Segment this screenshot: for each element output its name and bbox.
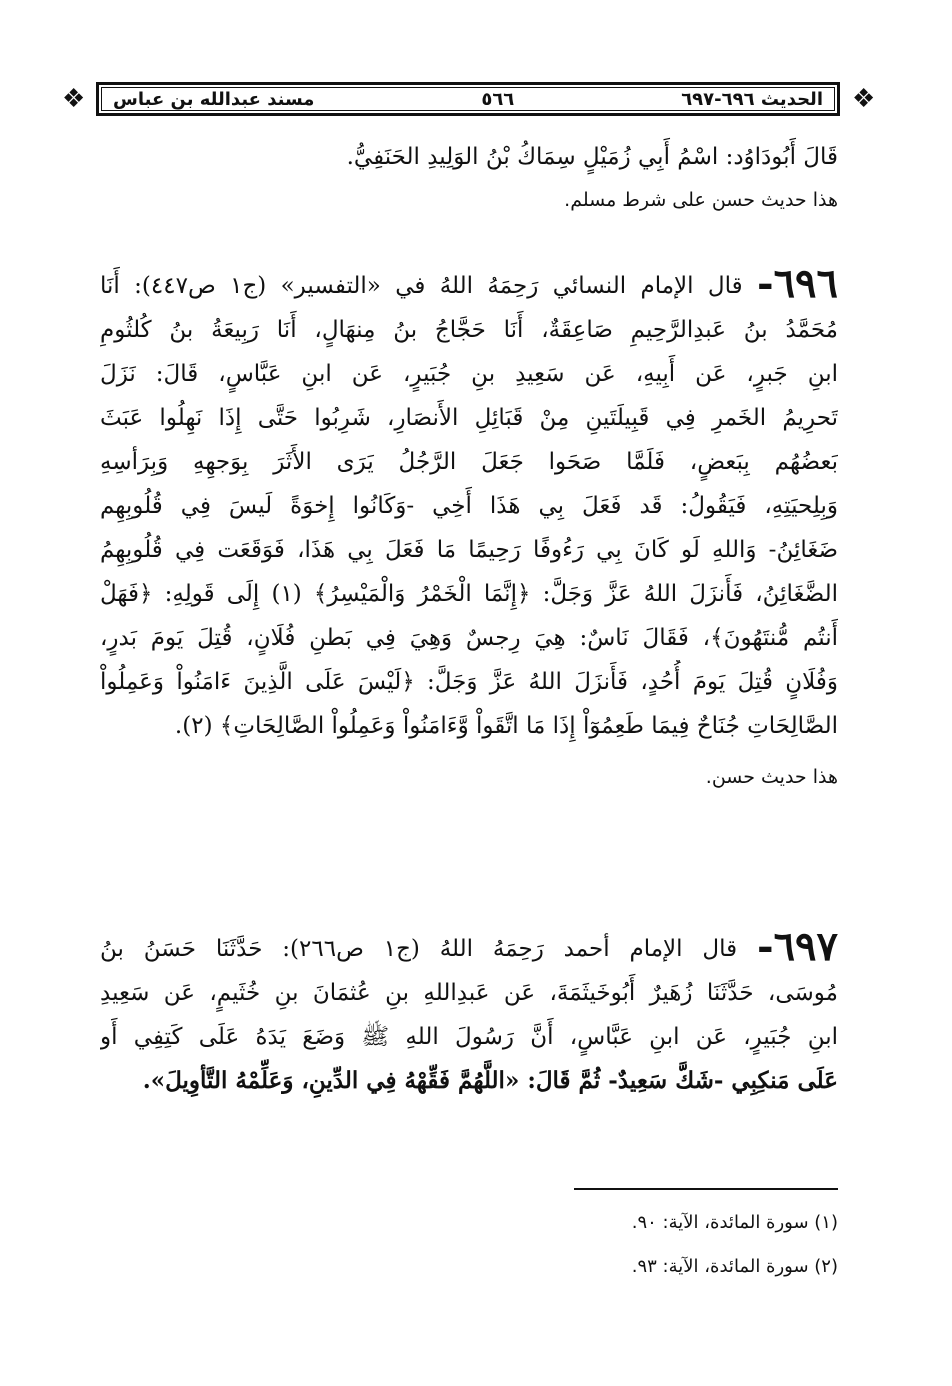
hadith-697-line-1 xyxy=(100,925,838,971)
intro-block xyxy=(100,135,838,215)
hadith-696-line: ضَغَائِنُ- وَاللهِ لَو كَانَ بِي رَءُوفًا رَحِيمًا مَا فَعَلَ بِي هَذَا، فَوَقَعَت فِي قُلُوبِهِمُ xyxy=(100,537,838,563)
footnote-divider xyxy=(574,1188,838,1190)
ornament-right-icon: ❖ xyxy=(852,84,876,114)
footnote-2: (٢) سورة المائدة، الآية: ٩٣. xyxy=(631,1256,838,1277)
ornament-left-icon: ❖ xyxy=(62,84,86,114)
hadith-696-line: أَنتُم مُّنتَهُونَ﴾، فَقَالَ نَاسٌ: هِيَ رِجسٌ وَهِيَ فِي بَطنِ فُلَانٍ، قُتِلَ يَومَ بَدرٍ، xyxy=(100,625,838,651)
hadith-696-opening: قال الإمام النسائي رَحِمَهُ اللهُ في «التفسير» (ج١ ص٤٤٧): أَنَا xyxy=(100,273,743,299)
hadith-697-line: ابنِ جُبَيرٍ، عَن ابنِ عَبَّاسٍ، أَنَّ رَسُولَ اللهِ ﷺ وَضَعَ يَدَهُ عَلَى كَتِفِي أَو xyxy=(100,1024,838,1050)
hadith-696-line: تَحرِيمُ الخَمرِ فِي قَبِيلَتَينِ مِنْ قَبَائِلِ الأَنصَارِ، شَرِبُوا حَتَّى إِذَا نَهِلُوا عَبَثَ xyxy=(100,405,838,431)
hadith-696-grade: هذا حديث حسن. xyxy=(705,766,838,788)
hadith-696-line: الضَّغَائِنُ، فَأَنزَلَ اللهُ عَزَّ وَجَلَّ: ﴿إِنَّمَا الْخَمْرُ وَالْمَيْسِرُ﴾ (١) إِلَى قَولِهِ: ﴿فَهَلْ xyxy=(100,581,838,607)
hadith-696-line: ابنِ جَبرٍ، عَن أَبِيهِ، عَن سَعِيدِ بنِ جُبَيرٍ، عَن ابنِ عَبَّاسٍ، قَالَ: نَزَلَ xyxy=(100,361,838,387)
grade-note-intro: هذا حديث حسن على شرط مسلم. xyxy=(564,189,838,211)
hadith-696 xyxy=(100,262,838,792)
hadith-696-line-1 xyxy=(100,262,838,308)
hadith-696-line: وَفُلَانٍ قُتِلَ يَومَ أُحُدٍ، فَأَنزَلَ اللهُ عَزَّ وَجَلَّ: ﴿لَيْسَ عَلَى الَّذِينَ ءَامَنُواْ وَعَمِلُواْ xyxy=(100,669,838,695)
hadith-696-line: بَعضُهُم بِبَعضٍ، فَلَمَّا صَحَوا جَعَلَ الرَّجُلُ يَرَى الأَثَرَ بِوَجهِهِ وَبِرَأسِهِ xyxy=(100,449,838,475)
hadith-697-opening: قال الإمام أحمد رَحِمَهُ اللهُ (ج١ ص٢٦٦): حَدَّثَنَا حَسَنُ بنُ xyxy=(100,936,738,962)
header-hadith-range: الحديث ٦٩٦-٦٩٧ xyxy=(681,88,823,110)
hadith-697 xyxy=(100,925,838,1103)
hadith-697-number: ٦٩٧- xyxy=(756,925,838,970)
header-book-title: مسند عبدالله بن عباس xyxy=(113,88,315,110)
hadith-697-line-last: عَلَى مَنكِبِي -شَكَّ سَعِيدٌ- ثُمَّ قَالَ: «اللَّهُمَّ فَقِّهْهُ فِي الدِّينِ، وَعَلِّمْهُ التَّأوِيلَ». xyxy=(142,1067,838,1094)
hadith-697-line: مُوسَى، حَدَّثَنَا زُهَيرٌ أَبُوخَيثَمَةَ، عَن عَبدِاللهِ بنِ عُثمَانَ بنِ خُثَيمٍ، عَن سَعِيدِ xyxy=(100,980,838,1006)
hadith-696-number: ٦٩٦- xyxy=(756,262,838,307)
footnote-1: (١) سورة المائدة، الآية: ٩٠. xyxy=(631,1212,838,1233)
abu-dawud-note: قَالَ أَبُودَاوُد: اسْمُ أَبِي زُمَيْلٍ سِمَاكُ بْنُ الوَلِيدِ الحَنَفِيُّ. xyxy=(346,144,838,170)
hadith-696-line: وَبِلِحيَتِهِ، فَيَقُولُ: قَد فَعَلَ بِي هَذَا أَخِي -وَكَانُوا إِخوَةً لَيسَ فِي قُلُوبِهِم xyxy=(100,493,838,519)
hadith-696-line-last: الصَّالِحَاتِ جُنَاحٌ فِيمَا طَعِمُوٓاْ إِذَا مَا اتَّقَواْ وَّءَامَنُواْ وَعَمِلُواْ الصَّالِحَاتِ﴾ (٢). xyxy=(174,713,838,739)
page-header xyxy=(96,82,840,116)
hadith-696-line: مُحَمَّدُ بنُ عَبدِالرَّحِيمِ صَاعِقَةٌ، أَنَا حَجَّاجُ بنُ مِنهَالٍ، أَنَا رَبِيعَةُ بنُ كُلثُومِ xyxy=(100,317,838,343)
page-number: ٥٦٦ xyxy=(481,88,515,110)
